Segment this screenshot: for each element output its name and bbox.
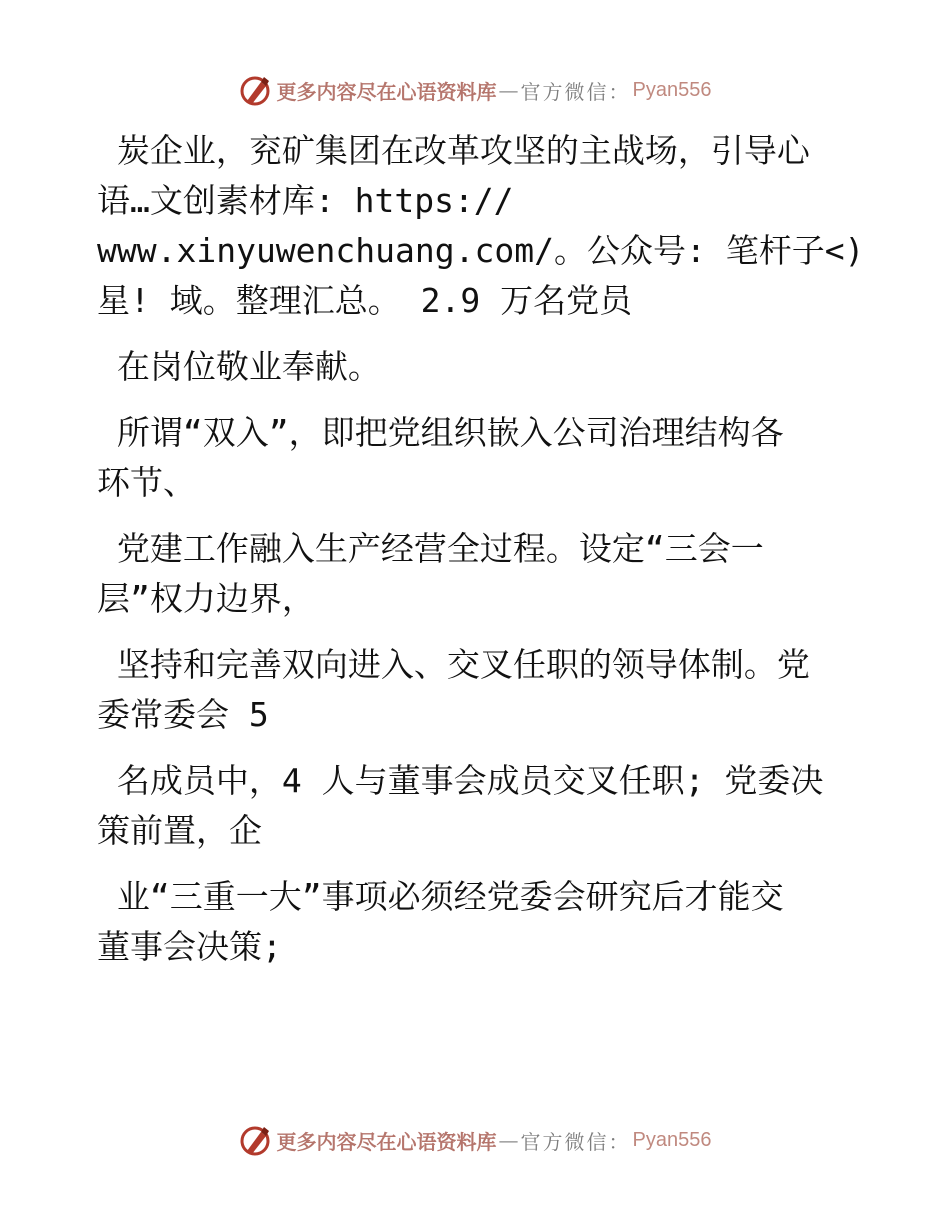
text-line: 层”权力边界， [97, 579, 315, 618]
banner-separator: — [498, 1128, 519, 1152]
text-line: 环节、 [97, 463, 196, 502]
red-pen-circle-icon [239, 1123, 273, 1157]
text-line: 委常委会 5 [97, 695, 269, 734]
paragraph [97, 756, 857, 856]
banner-wechat-label: 官方微信： [520, 79, 631, 104]
text-line: 所谓“双入”，即把党组织嵌入公司治理结构各 [97, 413, 784, 452]
text-line: 坚持和完善双向进入、交叉任职的领导体制。党 [97, 645, 810, 684]
banner-slogan: 更多内容尽在心语资料库 [276, 79, 497, 104]
text-line: 炭企业，兖矿集团在改革攻坚的主战场，引导心 [97, 131, 810, 170]
paragraph [97, 524, 857, 624]
text-line: www.xinyuwenchuang.com/。公众号: 笔杆子<) [97, 231, 865, 270]
text-line: 星! 域。整理汇总。 2.9 万名党员 [97, 281, 633, 320]
text-line: 在岗位敬业奉献。 [97, 347, 381, 386]
header-banner [0, 70, 950, 110]
banner-slogan: 更多内容尽在心语资料库 [276, 1129, 497, 1154]
banner-separator: — [498, 78, 519, 102]
footer-banner [0, 1120, 950, 1160]
paragraph [97, 872, 857, 972]
text-line: 党建工作融入生产经营全过程。设定“三会一 [97, 529, 764, 568]
text-line: 董事会决策; [97, 927, 282, 966]
paragraph [97, 342, 857, 392]
banner-wechat-label: 官方微信： [520, 1129, 631, 1154]
paragraph [97, 126, 865, 326]
banner-wechat-handle: Pyan556 [632, 1128, 712, 1151]
paragraph [97, 640, 857, 740]
text-line: 名成员中，4 人与董事会成员交叉任职; 党委决 [97, 761, 824, 800]
banner-wechat-handle: Pyan556 [632, 78, 712, 101]
text-line: 语…文创素材库: https:// [97, 181, 514, 220]
document-body [97, 126, 865, 972]
text-line: 业“三重一大”事项必须经党委会研究后才能交 [97, 877, 784, 916]
paragraph [97, 408, 857, 508]
red-pen-circle-icon [239, 73, 273, 107]
text-line: 策前置，企 [97, 811, 262, 850]
